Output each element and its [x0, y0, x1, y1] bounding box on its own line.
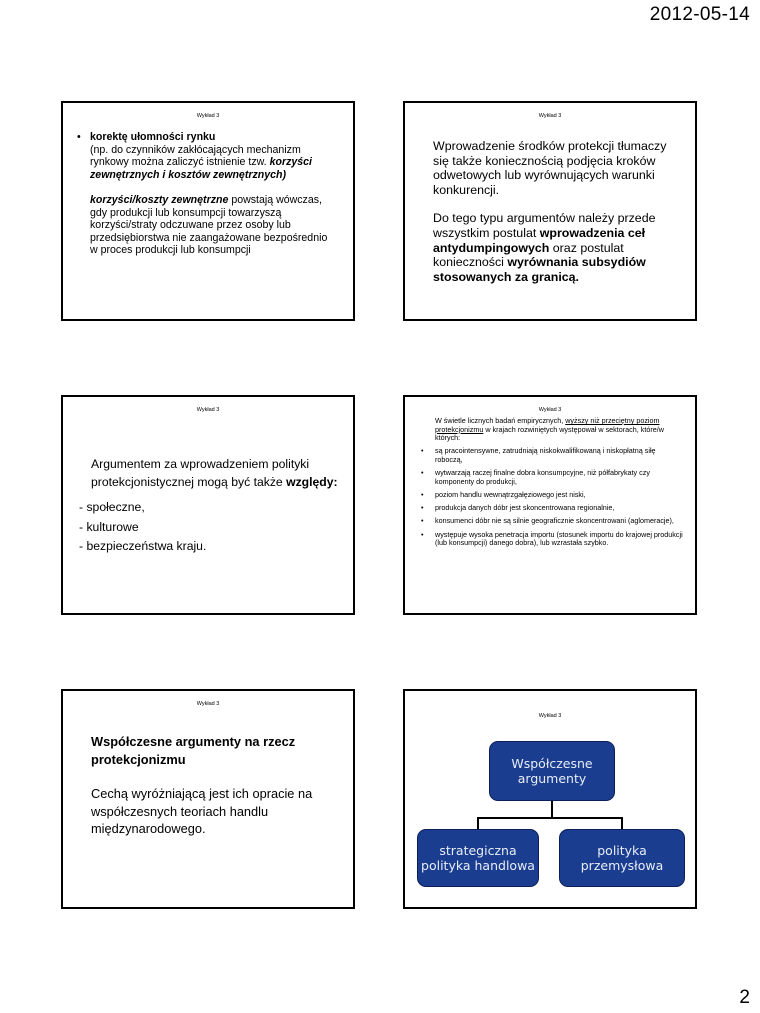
bullet-glyph: •: [421, 446, 424, 456]
slide-header: Wykład 3: [196, 701, 220, 707]
slide-content: [63, 119, 353, 257]
bullet-detail: [77, 144, 335, 182]
slide-3: [61, 395, 355, 615]
item-text: wytwarzają raczej finalne dobra konsumpcyjne, niż półfabrykaty czy komponenty do produkcji,: [435, 468, 650, 486]
slide-2: [403, 101, 697, 321]
paragraph-1: Wprowadzenie środków protekcji tłumaczy się także koniecznością podjęcia kroków odwetowych lub wyrównujących warunki konkurencji.: [433, 139, 667, 197]
paragraph-2: [433, 211, 685, 284]
slide-header: Wykład 3: [538, 713, 562, 719]
page-number: 2: [739, 987, 750, 1008]
bullet-heading: korektę ułomności rynku: [90, 131, 216, 143]
slide-content: [405, 413, 695, 548]
bold-run: względy:: [286, 475, 338, 489]
definition-text: powstają wówczas, gdy produkcji lub konsumpcji towarzyszą korzyści/straty odczuwane przez osoby lub przedsiębiorstwa nie zaangażowane bezpośrednio w proces produkcji lub konsumpcji: [90, 194, 328, 256]
text-run: W świetle licznych badań empirycznych,: [435, 416, 566, 425]
slide-header: Wykład 3: [538, 407, 562, 413]
definition-paragraph: [77, 194, 335, 257]
slide-content: [63, 413, 353, 557]
list-item: [421, 531, 685, 548]
intro-paragraph: [63, 455, 343, 491]
text-run: w krajach rozwiniętych występował w sektorach, które/w których:: [435, 424, 664, 443]
text-run: oraz postulat konieczności: [433, 240, 624, 270]
connector-right: [621, 817, 623, 829]
slide-header: Wykład 3: [538, 113, 562, 119]
bold-run: wyrównania subsydiów stosowanych za granicą.: [433, 255, 646, 284]
bullet-glyph: •: [421, 489, 424, 499]
intro-paragraph: [421, 417, 685, 443]
bullet-glyph: •: [421, 516, 424, 526]
diagram-child-box-industrial-policy: polityka przemysłowa: [559, 829, 685, 887]
bullet-glyph: •: [421, 503, 424, 513]
detail-text: (np. do czynników zakłócających mechanizm rynkowy można zaliczyć istnienie tzw.: [90, 143, 301, 168]
list-item: [421, 517, 685, 526]
list-item: [421, 491, 685, 500]
bullet-glyph: •: [421, 468, 424, 478]
underlined-run: wyższy niż przeciętny poziom protekcjonizmu: [435, 416, 660, 434]
reasons-list: [63, 498, 343, 557]
list-item: - kulturowe: [79, 519, 139, 534]
slide-content: [405, 119, 695, 284]
slide-header: Wykład 3: [196, 113, 220, 119]
bullet-item: [77, 131, 335, 144]
definition-term: korzyści/koszty zewnętrzne: [90, 194, 229, 206]
list-item: [421, 504, 685, 513]
slide-header: Wykład 3: [196, 407, 220, 413]
list-item: - społeczne,: [79, 500, 145, 514]
bold-run: wprowadzenia ceł antydumpingowych: [433, 225, 646, 255]
slide-title: Współczesne argumenty na rzecz protekcjonizmu: [91, 734, 296, 767]
item-text: występuje wysoka penetracja importu (stosunek importu do krajowej produkcji (lub konsumpcji) danego dobra), lub wzrastała szybko.: [435, 529, 683, 548]
slide-content: [63, 707, 353, 838]
slide-1: [61, 101, 355, 321]
page-date: 2012-05-14: [649, 4, 750, 25]
text-run: Argumentem za wprowadzeniem polityki protekcjonistycznej mogą być także: [91, 457, 310, 489]
bullet-glyph: •: [421, 529, 424, 539]
bullet-glyph: •: [77, 131, 81, 143]
item-text: produkcja danych dóbr jest skoncentrowana regionalnie,: [435, 503, 615, 513]
connector-left: [477, 817, 479, 829]
slide-6: [403, 689, 697, 909]
list-item: [421, 469, 685, 486]
item-text: konsumenci dóbr nie są silnie geograficznie skoncentrowani (aglomeracje),: [435, 516, 674, 526]
connector-vertical: [551, 801, 553, 818]
text-run: Do tego typu argumentów należy przede wszystkim postulat: [433, 211, 656, 240]
detail-emphasis: korzyści zewnętrznych i kosztów zewnętrznych): [90, 156, 312, 181]
diagram-root-box: Współczesne argumenty: [489, 741, 615, 801]
connector-horizontal: [477, 817, 623, 819]
slide-body: Cechą wyróżniającą jest ich opracie na współczesnych teoriach handlu międzynarodowego.: [91, 786, 313, 836]
list-item: - bezpieczeństwa kraju.: [79, 539, 207, 553]
slide-4: [403, 395, 697, 615]
diagram-child-box-trade-policy: strategiczna polityka handlowa: [417, 829, 539, 887]
slide-5: [61, 689, 355, 909]
list-item: [421, 447, 685, 464]
item-text: poziom handlu wewnątrzgałęziowego jest niski,: [435, 489, 586, 499]
item-text: są pracointensywne, zatrudniają niskokwalifikowaną i niskopłatną siłę roboczą,: [435, 446, 656, 464]
